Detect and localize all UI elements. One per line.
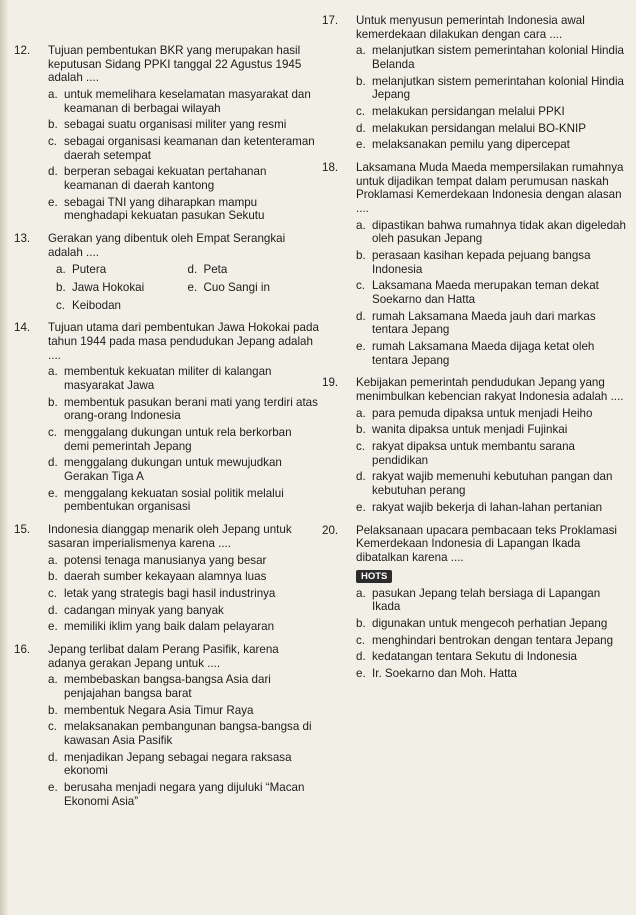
option-text: menggalang dukungan untuk rela berkorban demi pemerintah Jepang bbox=[64, 426, 292, 453]
option-letter: d. bbox=[356, 650, 366, 664]
question-number: 14. bbox=[14, 321, 31, 335]
answer-option bbox=[356, 219, 628, 246]
answer-option bbox=[48, 604, 319, 618]
option-text: wanita dipaksa untuk menjadi Fujinkai bbox=[372, 423, 568, 437]
option-text: menjadikan Jepang sebagai negara raksasa ekonomi bbox=[64, 750, 292, 778]
question-text: Tujuan pembentukan BKR yang merupakan hasil keputusan Sidang PPKI tanggal 22 Agustus 1945 adalah .... bbox=[48, 44, 302, 85]
question-body bbox=[48, 321, 319, 517]
question-16 bbox=[14, 643, 319, 811]
question-number: 20. bbox=[322, 523, 339, 537]
answer-option bbox=[356, 138, 628, 152]
answer-option bbox=[48, 196, 319, 223]
question-number: 18. bbox=[322, 161, 339, 175]
option-text: menghindari bentrokan dengan tentara Jepang bbox=[372, 633, 614, 647]
option-text: melaksanakan pemilu yang dipercepat bbox=[372, 138, 570, 152]
answer-option bbox=[356, 105, 628, 119]
left-column bbox=[14, 44, 319, 817]
answer-option bbox=[356, 407, 628, 421]
answer-option bbox=[188, 281, 320, 295]
answer-option bbox=[48, 704, 319, 718]
option-text: melanjutkan sistem pemerintahan kolonial Hindia Belanda bbox=[372, 44, 624, 72]
question-number: 17. bbox=[322, 14, 339, 27]
answer-option bbox=[48, 751, 319, 778]
option-text: rumah Laksamana Maeda dijaga ketat oleh tentara Jepang bbox=[372, 340, 595, 367]
option-text: sebagai suatu organisasi militer yang resmi bbox=[64, 118, 287, 132]
question-text: Laksamana Muda Maeda mempersilakan rumahnya untuk dijadikan tempat dalam perumusan naskah Proklamasi Kemerdekaan Indonesia dengan alasan .... bbox=[356, 161, 624, 216]
option-text: letak yang strategis bagi hasil industrinya bbox=[64, 586, 276, 600]
option-text: menggalang kekuatan sosial politik melalui pembentukan organisasi bbox=[64, 486, 284, 514]
option-letter: d. bbox=[48, 603, 58, 617]
answer-option bbox=[188, 263, 320, 277]
option-text: potensi tenaga manusianya yang besar bbox=[64, 553, 267, 567]
option-letter: e. bbox=[48, 486, 58, 500]
option-letter: b. bbox=[356, 249, 366, 263]
question-text: Pelaksanaan upacara pembacaan teks Proklamasi Kemerdekaan Indonesia di Lapangan Ikada dibatalkan karena .... bbox=[356, 523, 618, 564]
option-text: sebagai organisasi keamanan dan ketenteraman daerah setempat bbox=[64, 135, 315, 162]
answer-option bbox=[48, 781, 319, 808]
option-letter: d. bbox=[48, 165, 58, 179]
option-text: rakyat dipaksa untuk membantu sarana pendidikan bbox=[372, 440, 576, 467]
option-letter: a. bbox=[48, 673, 58, 687]
answer-option bbox=[48, 426, 319, 453]
answer-option bbox=[356, 279, 628, 306]
question-body bbox=[48, 643, 319, 811]
option-letter: e. bbox=[48, 620, 58, 634]
option-letter: c. bbox=[356, 633, 366, 647]
options-list bbox=[48, 554, 319, 634]
question-text: Gerakan yang dibentuk oleh Empat Serangkai adalah .... bbox=[48, 232, 286, 259]
hots-badge: HOTS bbox=[356, 570, 392, 583]
option-text: Cuo Sangi in bbox=[203, 281, 270, 295]
option-text: cadangan minyak yang banyak bbox=[64, 603, 224, 617]
option-letter: c. bbox=[48, 426, 58, 440]
answer-option bbox=[356, 75, 628, 102]
option-letter: c. bbox=[56, 298, 66, 312]
question-19 bbox=[322, 376, 628, 517]
option-text: melakukan persidangan melalui BO-KNIP bbox=[372, 121, 586, 135]
option-text: kedatangan tentara Sekutu di Indonesia bbox=[372, 650, 577, 664]
option-letter: e. bbox=[187, 281, 198, 295]
option-text: sebagai TNI yang diharapkan mampu menghadapi kekuatan pasukan Sekutu bbox=[64, 195, 265, 223]
question-body bbox=[48, 44, 319, 226]
question-body bbox=[356, 376, 628, 517]
option-letter: c. bbox=[356, 105, 366, 119]
option-letter: b. bbox=[56, 281, 66, 295]
option-letter: e. bbox=[356, 500, 366, 514]
answer-option bbox=[356, 249, 628, 276]
option-text: Keibodan bbox=[72, 298, 121, 312]
option-text: berperan sebagai kekuatan pertahanan keamanan di daerah kantong bbox=[64, 165, 267, 193]
option-letter: c. bbox=[356, 279, 366, 293]
option-text: rakyat wajib memenuhi kebutuhan pangan dan kebutuhan perang bbox=[372, 470, 613, 498]
question-number: 13. bbox=[14, 232, 31, 246]
option-letter: d. bbox=[48, 750, 58, 764]
question-18 bbox=[322, 161, 628, 370]
question-20 bbox=[322, 524, 628, 684]
option-letter: a. bbox=[356, 44, 366, 58]
answer-option bbox=[356, 501, 628, 515]
option-text: membentuk kekuatan militer di kalangan masyarakat Jawa bbox=[64, 365, 272, 393]
answer-option bbox=[48, 720, 319, 747]
option-text: dipastikan bahwa rumahnya tidak akan digeledah oleh pasukan Jepang bbox=[372, 218, 626, 246]
answer-option bbox=[48, 620, 319, 634]
option-letter: a. bbox=[356, 218, 366, 232]
option-text: melanjutkan sistem pemerintahan kolonial Hindia Jepang bbox=[372, 74, 624, 102]
option-text: melakukan persidangan melalui PPKI bbox=[372, 105, 565, 119]
page-binding-shadow bbox=[0, 0, 8, 915]
question-17 bbox=[322, 14, 628, 155]
question-text: Kebijakan pemerintah pendudukan Jepang yang menimbulkan kebencian rakyat Indonesia adalah .... bbox=[356, 376, 624, 404]
answer-option bbox=[56, 263, 188, 277]
option-text: Ir. Soekarno dan Moh. Hatta bbox=[372, 667, 518, 681]
answer-option bbox=[356, 440, 628, 467]
option-letter: b. bbox=[356, 74, 366, 88]
answer-option bbox=[48, 135, 319, 162]
option-letter: a. bbox=[48, 365, 58, 379]
option-text: Laksamana Maeda merupakan teman dekat Soekarno dan Hatta bbox=[372, 279, 599, 307]
options-list bbox=[356, 219, 628, 368]
answer-option bbox=[356, 634, 628, 648]
option-text: memiliki iklim yang baik dalam pelayaran bbox=[64, 620, 275, 634]
option-text: melaksanakan pembangunan bangsa-bangsa di kawasan Asia Pasifik bbox=[64, 720, 312, 747]
answer-option bbox=[356, 423, 628, 437]
options-list bbox=[356, 44, 628, 152]
question-number: 12. bbox=[14, 44, 31, 57]
option-letter: d. bbox=[356, 309, 366, 323]
answer-option bbox=[48, 554, 319, 568]
answer-option bbox=[48, 570, 319, 584]
option-text: membentuk Negara Asia Timur Raya bbox=[64, 703, 254, 717]
answer-option bbox=[48, 487, 319, 514]
answer-option bbox=[356, 587, 628, 614]
question-body bbox=[356, 161, 628, 370]
question-number: 15. bbox=[14, 523, 31, 537]
answer-option bbox=[356, 667, 628, 681]
answer-option bbox=[48, 673, 319, 700]
option-letter: b. bbox=[48, 118, 58, 132]
question-text: Jepang terlibat dalam Perang Pasifik, karena adanya gerakan Jepang untuk .... bbox=[48, 642, 279, 670]
question-body bbox=[356, 14, 628, 155]
option-text: para pemuda dipaksa untuk menjadi Heiho bbox=[372, 406, 593, 420]
options-list bbox=[56, 262, 319, 315]
answer-option bbox=[48, 365, 319, 392]
option-letter: a. bbox=[356, 406, 366, 420]
question-number: 16. bbox=[14, 642, 31, 656]
answer-option bbox=[48, 396, 319, 423]
option-letter: a. bbox=[56, 263, 66, 277]
question-text: Untuk menyusun pemerintah Indonesia awal kemerdekaan dilakukan dengan cara .... bbox=[356, 14, 585, 41]
question-number: 19. bbox=[322, 376, 339, 390]
option-letter: e. bbox=[356, 138, 366, 152]
option-text: digunakan untuk mengecoh perhatian Jepang bbox=[372, 617, 608, 631]
option-letter: a. bbox=[48, 88, 58, 102]
answer-option bbox=[48, 456, 319, 483]
option-letter: b. bbox=[356, 423, 366, 437]
question-15 bbox=[14, 523, 319, 637]
option-letter: d. bbox=[356, 470, 366, 484]
option-text: Jawa Hokokai bbox=[72, 281, 145, 295]
options-list bbox=[48, 88, 319, 223]
answer-option bbox=[356, 650, 628, 664]
question-12 bbox=[14, 44, 319, 226]
question-text: Tujuan utama dari pembentukan Jawa Hokokai pada tahun 1944 pada masa pendudukan Jepang adalah .... bbox=[48, 321, 319, 362]
answer-option bbox=[356, 310, 628, 337]
option-letter: b. bbox=[356, 617, 366, 631]
option-letter: d. bbox=[187, 263, 198, 277]
option-letter: d. bbox=[356, 121, 366, 135]
options-list bbox=[48, 673, 319, 808]
answer-option bbox=[48, 118, 319, 132]
answer-option bbox=[48, 88, 319, 115]
option-text: Peta bbox=[203, 263, 228, 277]
option-letter: b. bbox=[48, 570, 58, 584]
question-text: Indonesia dianggap menarik oleh Jepang untuk sasaran imperialismenya karena .... bbox=[48, 523, 292, 550]
answer-option bbox=[48, 587, 319, 601]
answer-option bbox=[56, 299, 188, 313]
option-text: rumah Laksamana Maeda jauh dari markas tentara Jepang bbox=[372, 309, 596, 337]
option-letter: e. bbox=[48, 780, 58, 794]
answer-option bbox=[356, 122, 628, 136]
option-text: Putera bbox=[72, 263, 107, 277]
option-letter: e. bbox=[356, 340, 366, 354]
option-text: menggalang dukungan untuk mewujudkan Gerakan Tiga A bbox=[64, 456, 282, 484]
option-letter: e. bbox=[48, 195, 58, 209]
option-text: berusaha menjadi negara yang dijuluki “Macan Ekonomi Asia” bbox=[64, 780, 305, 808]
question-13 bbox=[14, 232, 319, 315]
option-letter: a. bbox=[356, 586, 366, 600]
question-body bbox=[48, 523, 319, 637]
option-text: daerah sumber kekayaan alamnya luas bbox=[64, 570, 267, 584]
option-text: untuk memelihara keselamatan masyarakat dan keamanan di berbagai wilayah bbox=[64, 88, 311, 115]
answer-option bbox=[356, 44, 628, 71]
question-body bbox=[48, 232, 319, 315]
answer-option bbox=[56, 281, 188, 295]
option-letter: d. bbox=[48, 456, 58, 470]
answer-option bbox=[356, 470, 628, 497]
option-text: membebaskan bangsa-bangsa Asia dari penjajahan bangsa barat bbox=[64, 673, 271, 700]
option-text: perasaan kasihan kepada pejuang bangsa Indonesia bbox=[372, 249, 591, 276]
option-letter: a. bbox=[48, 553, 58, 567]
options-list bbox=[356, 407, 628, 515]
option-text: pasukan Jepang telah bersiaga di Lapangan Ikada bbox=[372, 586, 601, 614]
option-letter: e. bbox=[356, 667, 366, 681]
option-letter: c. bbox=[48, 586, 58, 600]
answer-option bbox=[356, 617, 628, 631]
answer-option bbox=[356, 340, 628, 367]
options-list bbox=[356, 587, 628, 681]
option-letter: b. bbox=[48, 395, 58, 409]
option-letter: c. bbox=[48, 720, 58, 734]
answer-option bbox=[48, 165, 319, 192]
option-letter: b. bbox=[48, 703, 58, 717]
option-text: membentuk pasukan berani mati yang terdiri atas orang-orang Indonesia bbox=[64, 395, 318, 423]
options-list bbox=[48, 365, 319, 514]
option-letter: c. bbox=[48, 135, 58, 149]
option-text: rakyat wajib bekerja di lahan-lahan pertanian bbox=[372, 500, 603, 514]
right-column bbox=[322, 14, 628, 690]
question-body bbox=[356, 524, 628, 684]
question-14 bbox=[14, 321, 319, 517]
option-letter: c. bbox=[356, 440, 366, 454]
